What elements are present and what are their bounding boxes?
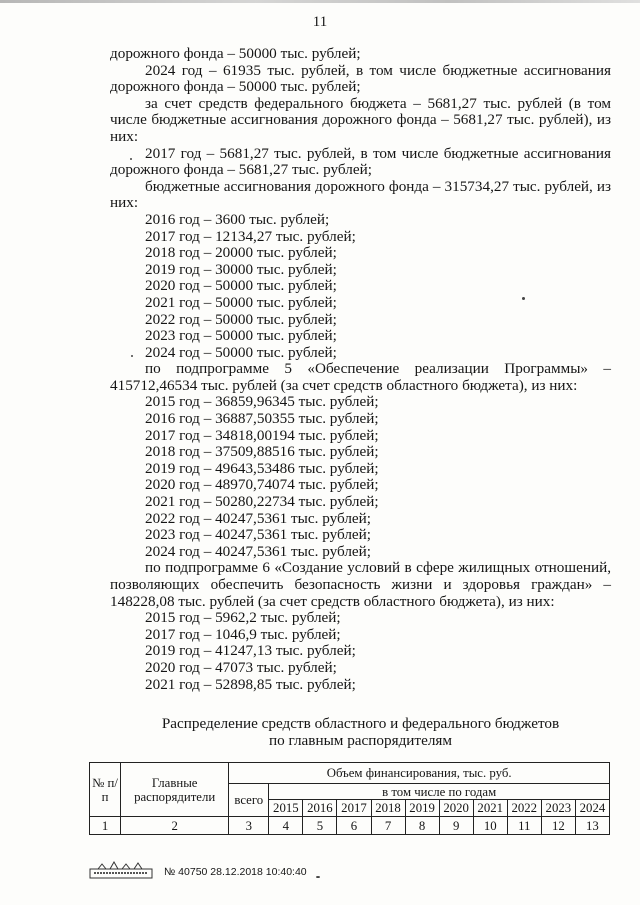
year-line: 2018 год – 20000 тыс. рублей;	[145, 244, 337, 262]
year-header-cell: 2017	[337, 800, 371, 817]
year-header-cell: 2021	[473, 800, 507, 817]
scan-speck	[522, 297, 525, 300]
column-number-cell: 1	[90, 817, 121, 835]
column-number-cell: 11	[507, 817, 541, 835]
year-line: 2019 год – 30000 тыс. рублей;	[145, 260, 337, 278]
year-header-cell: 2023	[541, 800, 575, 817]
section-heading-line-1: Распределение средств областного и федерального бюджетов	[161, 715, 560, 732]
year-line: 2020 год – 47073 тыс. рублей;	[145, 658, 337, 676]
table-header-row-1	[90, 763, 610, 784]
year-line: 2017 год – 1046,9 тыс. рублей;	[145, 625, 341, 643]
scan-speck	[131, 355, 133, 357]
year-line: 2019 год – 41247,13 тыс. рублей;	[145, 642, 356, 660]
paragraph: за счет средств федерального бюджета – 5681,27 тыс. рублей (в том числе бюджетные ассигнования дорожного фонда – 5681,27 тыс. рублей), из них:	[110, 94, 611, 145]
year-line: 2023 год – 40247,5361 тыс. рублей;	[145, 526, 372, 544]
header-cell-managers: Главные распорядители	[121, 763, 229, 817]
year-line: 2023 год – 50000 тыс. рублей;	[145, 327, 337, 345]
year-line: 2019 год – 49643,53486 тыс. рублей;	[145, 459, 379, 477]
year-line: 2015 год – 36859,96345 тыс. рублей;	[145, 393, 379, 411]
scan-speck	[130, 158, 132, 160]
paragraph: по подпрограмме 5 «Обеспечение реализации Программы» – 415712,46534 тыс. рублей (за счет средств областного бюджета), из них:	[110, 360, 611, 394]
paragraph: 2017 год – 5681,27 тыс. рублей, в том числе бюджетные ассигнования дорожного фонда – 5681,27 тыс. рублей;	[110, 144, 611, 179]
year-line: 2016 год – 36887,50355 тыс. рублей;	[145, 410, 379, 428]
body-text	[110, 46, 611, 693]
paragraph: по подпрограмме 6 «Создание условий в сфере жилищных отношений, позволяющих обеспечить безопасность жизни и здоровья граждан» – 148228,08 тыс. рублей (за счет средств областного бюджета), из них:	[110, 559, 611, 610]
paragraph: бюджетные ассигнования дорожного фонда – 315734,27 тыс. рублей, из них:	[110, 177, 611, 212]
column-number-cell: 9	[439, 817, 473, 835]
year-line: 2022 год – 50000 тыс. рублей;	[145, 310, 337, 328]
year-line: 2017 год – 12134,27 тыс. рублей;	[145, 227, 356, 245]
column-number-cell: 4	[269, 817, 303, 835]
column-number-cell: 7	[371, 817, 405, 835]
header-cell-number: № п/п	[90, 763, 121, 817]
financing-table	[89, 762, 610, 835]
year-line: 2024 год – 50000 тыс. рублей;	[145, 343, 337, 361]
section-heading	[110, 716, 611, 750]
year-line: 2022 год – 40247,5361 тыс. рублей;	[145, 509, 372, 527]
column-number-cell: 2	[121, 817, 229, 835]
year-line: 2018 год – 37509,88516 тыс. рублей;	[145, 443, 379, 461]
year-line: 2021 год – 52898,85 тыс. рублей;	[145, 675, 356, 693]
column-number-cell: 10	[473, 817, 507, 835]
scan-edge	[0, 0, 640, 3]
header-cell-by-years: в том числе по годам	[269, 784, 610, 800]
year-line: 2015 год – 5962,2 тыс. рублей;	[145, 609, 341, 627]
scan-speck	[316, 876, 320, 878]
year-line: 2020 год – 48970,74074 тыс. рублей;	[145, 476, 379, 494]
year-header-cell: 2022	[507, 800, 541, 817]
year-line: 2021 год – 50280,22734 тыс. рублей;	[145, 493, 379, 511]
year-line: 2024 год – 40247,5361 тыс. рублей;	[145, 542, 372, 560]
column-number-cell: 5	[303, 817, 337, 835]
year-header-cell: 2024	[575, 800, 609, 817]
year-header-cell: 2015	[269, 800, 303, 817]
paragraph: 2024 год – 61935 тыс. рублей, в том числе бюджетные ассигнования дорожного фонда – 50000 тыс. рублей;	[110, 61, 611, 96]
column-number-cell: 6	[337, 817, 371, 835]
year-line: 2016 год – 3600 тыс. рублей;	[145, 210, 330, 228]
table-numbering-row	[90, 817, 610, 835]
year-header-cell: 2019	[405, 800, 439, 817]
year-line: 2017 год – 34818,00194 тыс. рублей;	[145, 426, 379, 444]
year-line: 2021 год – 50000 тыс. рублей;	[145, 293, 337, 311]
registration-stamp: № 40750 28.12.2018 10:40:40	[164, 866, 307, 878]
column-number-cell: 13	[575, 817, 609, 835]
header-cell-volume: Объем финансирования, тыс. руб.	[229, 763, 610, 784]
year-line: 2020 год – 50000 тыс. рублей;	[145, 277, 337, 295]
column-number-cell: 3	[229, 817, 269, 835]
paragraph: дорожного фонда – 50000 тыс. рублей;	[110, 45, 361, 62]
section-heading-line-2: по главным распорядителям	[269, 731, 452, 749]
page-number: 11	[312, 14, 328, 30]
column-number-cell: 12	[541, 817, 575, 835]
year-header-cell: 2018	[371, 800, 405, 817]
column-number-cell: 8	[405, 817, 439, 835]
electronic-document-seal-icon	[88, 860, 154, 880]
year-header-cell: 2016	[303, 800, 337, 817]
header-cell-total: всего	[229, 784, 269, 817]
registration-footer	[88, 858, 418, 882]
year-header-cell: 2020	[439, 800, 473, 817]
